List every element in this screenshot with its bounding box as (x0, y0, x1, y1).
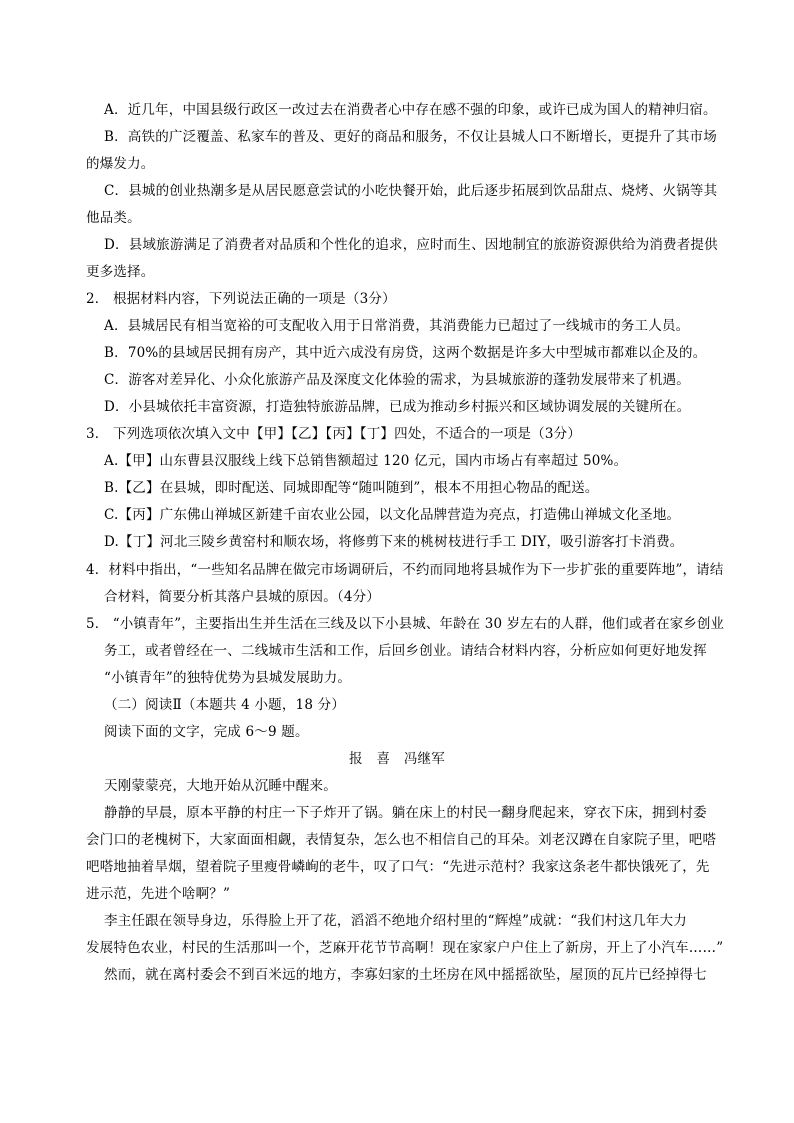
q2-option-d: D．小县城依托丰富资源，打造独特旅游品牌，已成为推动乡村振兴和区域协调发展的关键所在。 (104, 399, 691, 415)
story-paragraph-3-line-2: 发展特色农业，村民的生活那叫一个，芝麻开花节节高啊！现在家家户户住上了新房，开上了小汽车……” (86, 940, 724, 956)
q5-line-1: 5． “小镇青年”，主要指出生并生活在三线及以下小县城、年龄在 30 岁左右的人群，他们或者在家乡创业 (86, 616, 725, 632)
q3-option-a: A.【甲】山东曹县汉服线上线下总销售额超过 120 亿元，国内市场占有率超过 50%。 (104, 453, 628, 469)
story-paragraph-4-line-1: 然而，就在离村委会不到百米远的地方，李寡妇家的土坯房在风中摇摇欲坠，屋顶的瓦片已经掉得七 (104, 967, 707, 983)
q1-option-c-line-1: C．县城的创业热潮多是从居民愿意尝试的小吃快餐开始，此后逐步拓展到饮品甜点、烧烤、火锅等其 (104, 183, 718, 199)
story-paragraph-2-line-1: 静静的早晨，原本平静的村庄一下子炸开了锅。躺在床上的村民一翻身爬起来，穿衣下床，拥到村委 (104, 805, 707, 821)
q3-option-c: C.【丙】广东佛山禅城区新建千亩农业公园，以文化品牌营造为亮点，打造佛山禅城文化圣地。 (104, 507, 681, 523)
q3-stem: 3． 下列选项依次填入文中【甲】【乙】【丙】【丁】四处，不适合的一项是（3分） (86, 426, 582, 442)
q2-option-c: C．游客对差异化、小众化旅游产品及深度文化体验的需求，为县城旅游的蓬勃发展带来了机遇。 (104, 372, 690, 388)
section-2-instruction: 阅读下面的文字，完成 6～9 题。 (104, 724, 309, 740)
q2-stem: 2． 根据材料内容，下列说法正确的一项是（3分） (86, 291, 396, 307)
q1-option-b-line-2: 的爆发力。 (86, 156, 155, 172)
q1-option-d-line-2: 更多选择。 (86, 264, 155, 280)
q4-line-1: 4．材料中指出，“一些知名品牌在做完市场调研后，不约而同地将县城作为下一步扩张的重要阵地”，请结 (86, 562, 724, 578)
story-paragraph-1: 天刚蒙蒙亮，大地开始从沉睡中醒来。 (104, 778, 337, 794)
q5-line-2: 务工，或者曾经在一、二线城市生活和工作，后回乡创业。请结合材料内容，分析应如何更好地发挥 (104, 643, 707, 659)
story-paragraph-2-line-4: 进示范，先进个啥啊？” (86, 886, 231, 902)
q4-line-2: 合材料，简要分析其落户县城的原因。（4分） (104, 589, 381, 605)
story-title: 报 喜 冯继军 (349, 751, 445, 767)
q1-option-c-line-2: 他品类。 (86, 210, 141, 226)
q1-option-d-line-1: D．县域旅游满足了消费者对品质和个性化的追求，应时而生、因地制宜的旅游资源供给为消费者提供 (104, 237, 718, 253)
q2-option-a: A．县城居民有相当宽裕的可支配收入用于日常消费，其消费能力已超过了一线城市的务工人员。 (104, 318, 690, 334)
story-paragraph-2-line-3: 吧嗒地抽着旱烟，望着院子里瘦骨嶙峋的老牛，叹了口气：“先进示范村？我家这条老牛都快饿死了，先 (86, 859, 710, 875)
q2-option-b: B．70%的县域居民拥有房产，其中近六成没有房贷，这两个数据是许多大中型城市都难以企及的。 (104, 345, 707, 361)
q3-option-d: D.【丁】河北三陵乡黄窑村和顺农场，将修剪下来的桃树枝进行手工 DIY，吸引游客打卡消费。 (104, 534, 684, 550)
q3-option-b: B.【乙】在县城，即时配送、同城即配等“随叫随到”，根本不用担心物品的配送。 (104, 480, 599, 496)
story-paragraph-2-line-2: 会门口的老槐树下，大家面面相觑，表情复杂，怎么也不相信自己的耳朵。刘老汉蹲在自家院子里，吧嗒 (86, 832, 717, 848)
q1-option-a-line-1: A．近几年，中国县级行政区一改过去在消费者心中存在感不强的印象，或许已成为国人的精神归宿。 (104, 102, 717, 118)
q5-line-3: “小镇青年”的独特优势为县城发展助力。 (104, 670, 352, 686)
q1-option-b-line-1: B．高铁的广泛覆盖、私家车的普及、更好的商品和服务，不仅让县城人口不断增长，更提升了其市场 (104, 129, 717, 145)
section-2-heading: （二）阅读Ⅱ（本题共 4 小题，18 分） (104, 697, 346, 713)
story-paragraph-3-line-1: 李主任跟在领导身边，乐得脸上开了花，滔滔不绝地介绍村里的“辉煌”成就：“我们村这几年大力 (104, 913, 688, 929)
